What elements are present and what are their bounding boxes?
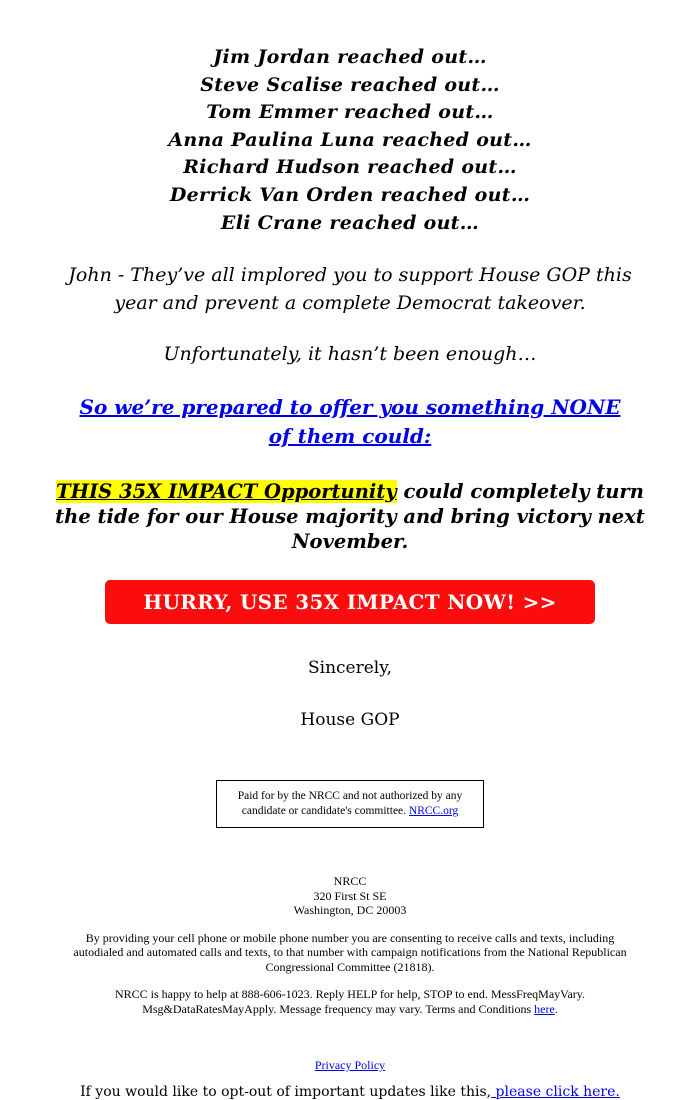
intro-paragraph: John - They’ve all implored you to support House GOP this year and prevent a complete Democrat takeover. <box>68 264 632 315</box>
email-footer <box>0 874 700 1099</box>
help-text-period: . <box>554 1001 558 1016</box>
sms-consent-text: By providing your cell phone or mobile phone number you are consenting to receive calls and texts, including autodialed and automated calls and texts, to that number with campaign notifications from the National Republican Congressional Committee (21818). <box>73 930 627 974</box>
terms-and-conditions-link[interactable]: here <box>534 1001 555 1016</box>
signature-text: House GOP <box>300 710 400 731</box>
cta-button-row <box>0 580 700 624</box>
headline-line: Derrick Van Orden reached out… <box>169 183 531 206</box>
headline-line: Richard Hudson reached out… <box>183 156 517 179</box>
headline-line: Eli Crane reached out… <box>220 211 480 234</box>
headline-line: Tom Emmer reached out… <box>206 101 494 124</box>
offer-link[interactable]: So we’re prepared to offer you something NONE of them could: <box>79 395 621 449</box>
paid-for-disclaimer-box <box>216 780 484 828</box>
headline-line: Anna Paulina Luna reached out… <box>168 128 532 151</box>
privacy-policy-row <box>0 1058 700 1073</box>
privacy-policy-link[interactable]: Privacy Policy <box>314 1058 386 1073</box>
impact-rest-text: could completely turn the tide for our House majority and bring victory next November. <box>55 480 645 554</box>
address-line-1: 320 First St SE <box>313 888 387 903</box>
sms-help-text <box>114 987 586 1016</box>
impact-opportunity-link[interactable]: THIS 35X IMPACT Opportunity <box>56 480 397 504</box>
nrcc-org-link[interactable]: NRCC.org <box>408 805 459 818</box>
cta-button[interactable]: HURRY, USE 35X IMPACT NOW! >> <box>105 580 594 624</box>
opt-out-text: If you would like to opt-out of important updates like this, <box>80 1083 492 1100</box>
organization-name: NRCC <box>333 874 367 889</box>
signoff-text: Sincerely, <box>308 658 392 679</box>
help-text: NRCC is happy to help at 888-606-1023. Reply HELP for help, STOP to end. MessFreqMayVary. Msg&DataRatesMayApply. Message frequency may vary. Terms and Conditions <box>114 987 586 1016</box>
offer-paragraph <box>78 393 623 451</box>
headline-line: Jim Jordan reached out… <box>213 46 487 68</box>
disclaimer-text: Paid for by the NRCC and not authorized by any candidate or candidate's committee. <box>237 790 463 818</box>
impact-paragraph <box>45 479 655 554</box>
headline-line: Steve Scalise reached out… <box>200 73 500 96</box>
address-line-2: Washington, DC 20003 <box>293 903 407 918</box>
opt-out-link[interactable]: please click here. <box>491 1083 620 1100</box>
headline-list <box>0 44 700 237</box>
unfortunately-paragraph: Unfortunately, it hasn’t been enough… <box>163 343 537 366</box>
opt-out-row <box>0 1085 700 1100</box>
organization-address <box>0 874 700 918</box>
